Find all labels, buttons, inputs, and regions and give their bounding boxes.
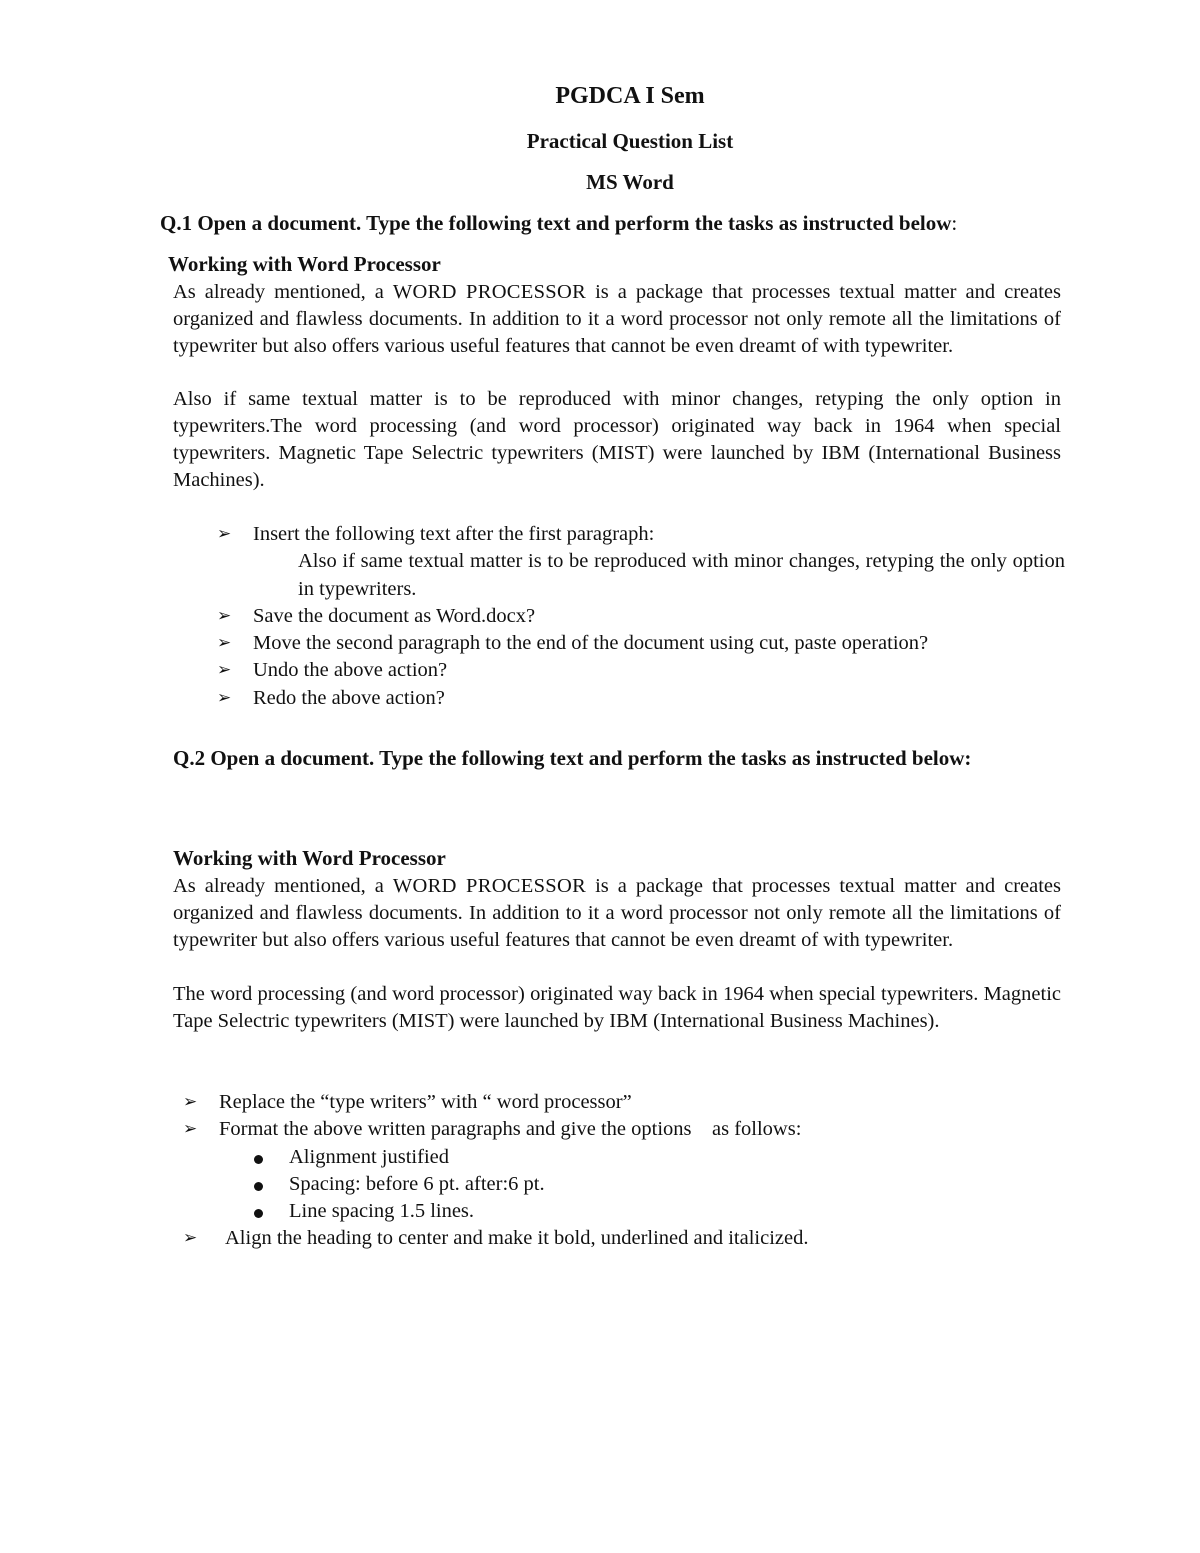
q1-task-1: Insert the following text after the first paragraph: xyxy=(253,523,655,545)
q2-format-options xyxy=(183,1144,1063,1226)
q1-paragraph-1-end: is a package that processes textual matter and creates organized and flawless documents. In addition to it a word processor not only remote all the limitations of typewriter but also offers various useful features that cannot be even dreamt of with typewriter. xyxy=(173,281,1062,357)
q2-task-3: Align the heading to center and make it bold, underlined and italicized. xyxy=(225,1227,809,1250)
arrow-bullet-icon: ➢ xyxy=(217,633,232,654)
list-item xyxy=(183,1225,1063,1252)
arrow-bullet-icon: ➢ xyxy=(217,660,232,681)
list-item xyxy=(289,1171,1063,1198)
format-option-2: Spacing: before 6 pt. after:6 pt. xyxy=(289,1172,545,1195)
bullet-dot-icon xyxy=(254,1209,263,1218)
q1-paragraph-1 xyxy=(173,279,1061,360)
arrow-bullet-icon: ➢ xyxy=(217,605,232,626)
q2-small-caps-term: WORD PROCESSOR xyxy=(392,875,587,897)
q2-task-2: Format the above written paragraphs and give the options as follows: xyxy=(219,1118,802,1141)
q2-section-heading: Working with Word Processor xyxy=(173,846,446,870)
list-item xyxy=(217,685,1065,712)
arrow-bullet-icon: ➢ xyxy=(217,524,232,544)
q1-task-list xyxy=(217,521,1065,712)
list-item xyxy=(289,1198,1063,1225)
q1-task-2: Save the document as Word.docx? xyxy=(253,604,536,627)
arrow-bullet-icon: ➢ xyxy=(217,687,232,708)
q1-task-3: Move the second paragraph to the end of the document using cut, paste operation? xyxy=(253,632,929,655)
arrow-bullet-icon: ➢ xyxy=(183,1119,198,1140)
bullet-dot-icon xyxy=(254,1155,263,1164)
document-subject: MS Word xyxy=(586,170,674,194)
format-option-1: Alignment justified xyxy=(289,1145,449,1168)
q2-paragraph-1 xyxy=(173,873,1061,954)
q2-task-1: Replace the “type writers” with “ word processor” xyxy=(219,1091,632,1113)
bullet-dot-icon xyxy=(254,1182,263,1191)
list-item xyxy=(217,603,1065,630)
list-item xyxy=(183,1089,1063,1116)
q1-inserted-text: Also if same textual matter is to be reproduced with minor changes, retyping the only option in typewriters. xyxy=(298,550,1065,600)
question-1-colon: : xyxy=(951,211,958,235)
q2-paragraph-1-start: As already mentioned, a xyxy=(173,875,393,897)
q1-paragraph-1-start: As already mentioned, a xyxy=(173,281,393,303)
format-option-3: Line spacing 1.5 lines. xyxy=(289,1200,475,1223)
arrow-bullet-icon: ➢ xyxy=(183,1092,198,1112)
document-subtitle: Practical Question List xyxy=(526,129,734,153)
question-2-label: Q.2 Open a document. Type the following text and perform the tasks as instructed below: xyxy=(173,746,972,770)
q1-section-heading: Working with Word Processor xyxy=(168,252,441,276)
q1-small-caps-term: WORD PROCESSOR xyxy=(392,281,587,303)
q1-paragraph-2: Also if same textual matter is to be reproduced with minor changes, retyping the only option in typewriters.The word processing (and word processor) originated way back in 1964 when special typewriters. Magnetic Tape Selectric typewriters (MIST) were launched by IBM (International Business Machines). xyxy=(173,388,1061,491)
list-item xyxy=(217,521,1065,548)
list-item xyxy=(183,1116,1063,1143)
q2-paragraph-2: The word processing (and word processor) originated way back in 1964 when special typewriters. Magnetic Tape Selectric typewriters (MIST) were launched by IBM (International Business Machines). xyxy=(173,983,1061,1032)
q1-task-5: Redo the above action? xyxy=(253,686,445,709)
question-1-text: Q.1 Open a document. Type the following text and perform the tasks as instructed below xyxy=(160,211,952,235)
arrow-bullet-icon: ➢ xyxy=(183,1228,198,1249)
document-title: PGDCA I Sem xyxy=(555,83,705,109)
list-item xyxy=(217,630,1065,657)
q1-task-4: Undo the above action? xyxy=(253,659,448,682)
list-item xyxy=(289,1144,1063,1171)
q2-paragraph-1-end: is a package that processes textual matter and creates organized and flawless documents. In addition to it a word processor not only remote all the limitations of typewriter but also offers various useful features that cannot be even dreamt of with typewriter. xyxy=(173,875,1062,951)
q2-task-list xyxy=(183,1089,1063,1253)
list-item xyxy=(217,657,1065,684)
question-1-label xyxy=(160,211,957,236)
